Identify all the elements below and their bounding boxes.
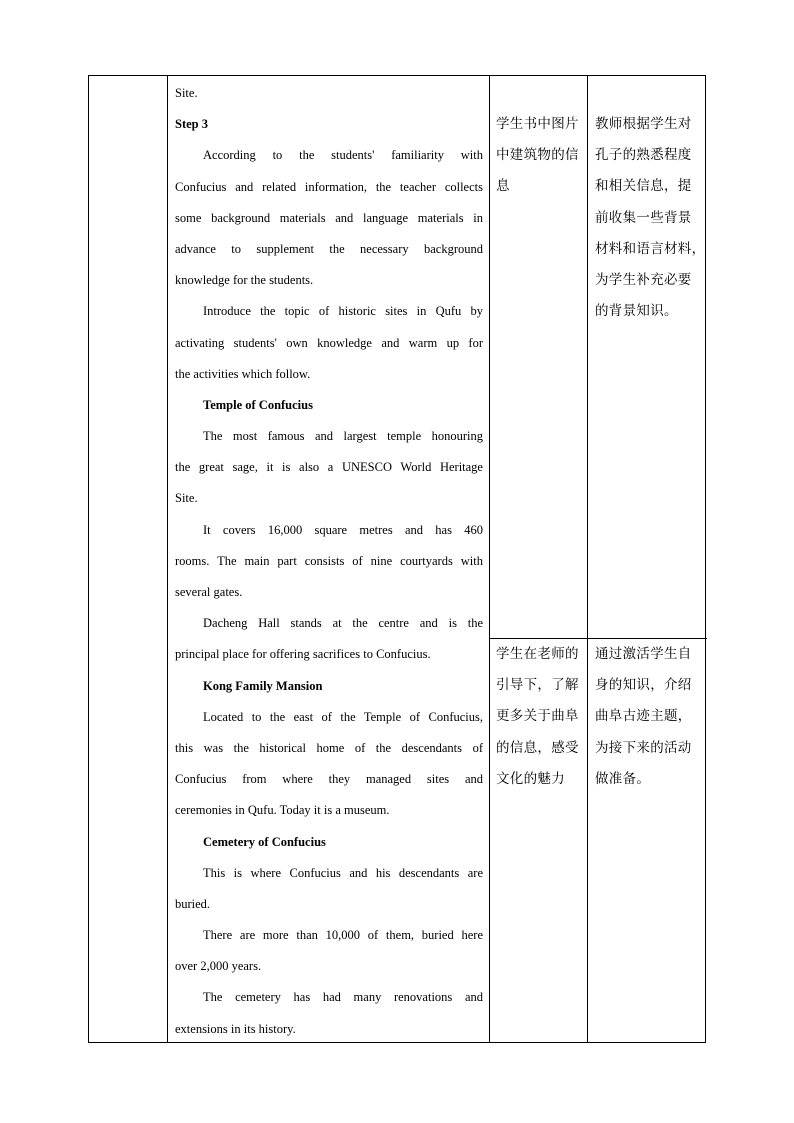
section-heading: Kong Family Mansion <box>203 678 323 693</box>
text-line: Site. <box>175 491 198 506</box>
text-line: Confucius from where they managed sites and <box>175 772 483 787</box>
column-divider-3 <box>587 76 588 1042</box>
text-line: advance to supplement the necessary background <box>175 241 483 256</box>
text-line: over 2,000 years. <box>175 959 262 974</box>
text-line: According to the students' familiarity with <box>203 148 483 163</box>
text-line: It covers 16,000 square metres and has 460 <box>203 522 483 537</box>
text-line: The cemetery has had many renovations and <box>203 990 483 1005</box>
text-line: principal place for offering sacrifices to Confucius. <box>175 647 431 662</box>
column-divider-1 <box>167 76 168 1042</box>
text-line: the activities which follow. <box>175 366 311 381</box>
text-line: Dacheng Hall stands at the centre and is the <box>203 616 483 631</box>
text-line: the great sage, it is also a UNESCO World Heritage <box>175 460 483 475</box>
teaching-intent-cell-1: 教师根据学生对 孔子的熟悉程度 和相关信息，提 前收集一些背景 材料和语言材料， 为学生补充必要 的背景知识。 <box>595 116 706 320</box>
text-line: Confucius and related information, the teacher collects <box>175 179 483 194</box>
lesson-table <box>88 75 706 1043</box>
text-line: Located to the east of the Temple of Confucius, <box>203 709 483 724</box>
text-line: activating students' own knowledge and warm up for <box>175 335 483 350</box>
teaching-intent-cell-2: 通过激活学生自 身的知识，介绍 曲阜古迹主题， 为接下来的活动 做准备。 <box>595 646 692 787</box>
section-heading: Cemetery of Confucius <box>203 834 326 849</box>
text-line: Site. <box>175 86 198 100</box>
text-line: rooms. The main part consists of nine courtyards with <box>175 553 483 568</box>
student-activity-cell-2: 学生在老师的 引导下，了解 更多关于曲阜 的信息，感受 文化的魅力 <box>496 646 579 787</box>
text-line: The most famous and largest temple honouring <box>203 429 483 444</box>
text-line: Introduce the topic of historic sites in Qufu by <box>203 304 483 319</box>
text-line: This is where Confucius and his descendants are <box>203 865 483 880</box>
step-heading: Step 3 <box>175 117 208 132</box>
text-line: buried. <box>175 896 211 911</box>
column-divider-2 <box>489 76 490 1042</box>
text-line: ceremonies in Qufu. Today it is a museum. <box>175 803 390 818</box>
text-line: several gates. <box>175 585 243 599</box>
procedure-column <box>175 78 483 1045</box>
text-line: this was the historical home of the descendants of <box>175 740 483 755</box>
text-line: knowledge for the students. <box>175 273 314 288</box>
section-heading: Temple of Confucius <box>203 397 313 412</box>
text-line: There are more than 10,000 of them, buried here <box>203 928 483 943</box>
text-line: some background materials and language materials in <box>175 210 483 225</box>
student-activity-cell-1: 学生书中图片 中建筑物的信 息 <box>496 116 579 195</box>
text-line: extensions in its history. <box>175 1021 296 1036</box>
